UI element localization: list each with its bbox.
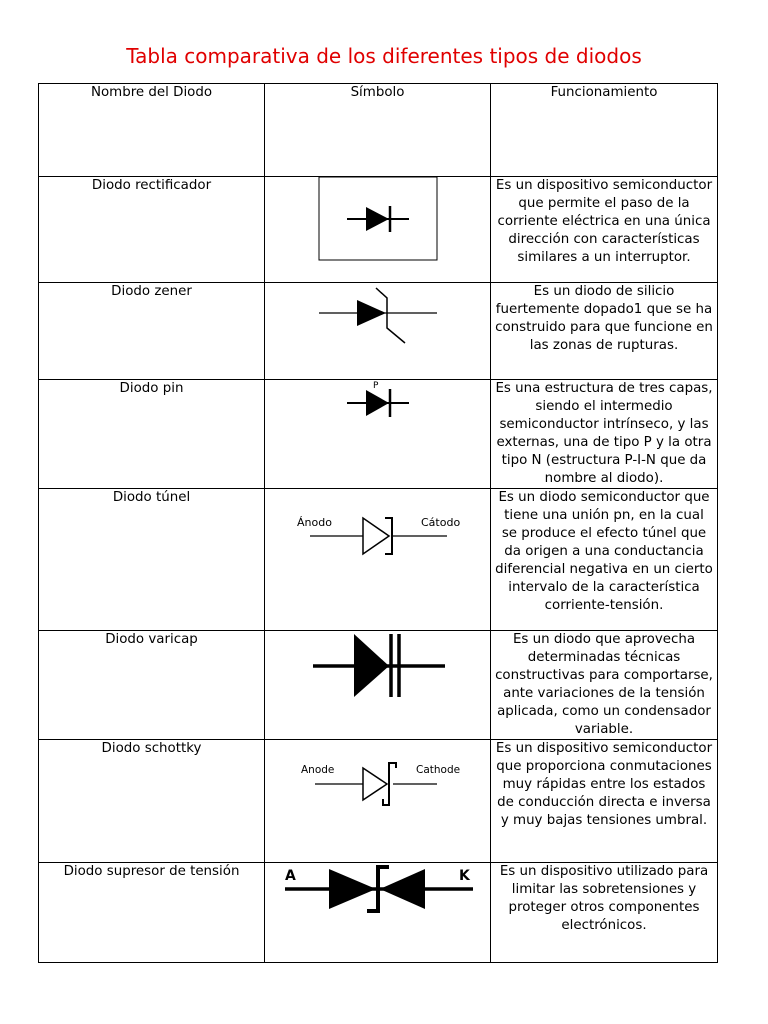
diode-function: Es un diodo que aprovecha determinadas técnicas constructivas para comportarse, ante variaciones de la tensión aplicada, como un condensador variable.: [491, 631, 718, 740]
diode-function: Es un dispositivo semiconductor que proporciona conmutaciones muy rápidas entre los estados de conducción directa e inversa y muy bajas tensiones umbral.: [491, 740, 718, 863]
table-row: [39, 380, 718, 489]
diode-function: Es un dispositivo utilizado para limitar las sobretensiones y proteger otros componentes electrónicos.: [491, 863, 718, 963]
symbol-cell: [265, 740, 491, 863]
page-title: Tabla comparativa de los diferentes tipos de diodos: [126, 44, 642, 68]
cathode-label: Cathode: [416, 764, 461, 776]
table-row: [39, 283, 718, 380]
tunnel-diode-symbol: [265, 489, 491, 631]
varicap-diode-symbol: [265, 631, 491, 737]
diode-name: Diodo pin: [39, 380, 265, 489]
rectifier-diode-symbol: [265, 177, 491, 283]
diode-name: Diodo zener: [39, 283, 265, 380]
anode-label: Ánodo: [297, 516, 332, 529]
diode-function: Es un diodo semiconductor que tiene una unión pn, en la cual se produce el efecto túnel que da origen a una conductancia diferencial negativa en un cierto intervalo de la característica corriente-tensión.: [491, 489, 718, 631]
table-row: [39, 631, 718, 740]
table-row: [39, 177, 718, 283]
diode-function: Es un diodo de silicio fuertemente dopado1 que se ha construido para que funcione en las zonas de rupturas.: [491, 283, 718, 380]
anode-label: Anode: [301, 764, 335, 776]
header-symbol: Símbolo: [265, 84, 491, 177]
symbol-cell: [265, 631, 491, 740]
table-row: [39, 489, 718, 631]
diode-function: Es un dispositivo semiconductor que permite el paso de la corriente eléctrica en una única dirección con características similares a un interruptor.: [491, 177, 718, 283]
cathode-label: K: [459, 868, 470, 884]
table-row: [39, 863, 718, 963]
table-header-row: [39, 84, 718, 177]
diode-name: Diodo túnel: [39, 489, 265, 631]
diode-function: Es una estructura de tres capas, siendo el intermedio semiconductor intrínseco, y las externas, una de tipo P y la otra tipo N (estructura P-I-N que da nombre al diodo).: [491, 380, 718, 489]
zener-diode-symbol: [265, 283, 491, 380]
anode-label: A: [285, 868, 296, 884]
schottky-diode-symbol: [265, 740, 491, 863]
diode-name: Diodo schottky: [39, 740, 265, 863]
header-name: Nombre del Diodo: [39, 84, 265, 177]
symbol-cell: [265, 283, 491, 380]
pin-diode-symbol: [265, 380, 491, 487]
header-function: Funcionamiento: [491, 84, 718, 177]
symbol-cell: [265, 380, 491, 489]
symbol-cell: [265, 489, 491, 631]
symbol-cell: [265, 177, 491, 283]
diode-name: Diodo rectificador: [39, 177, 265, 283]
tvs-diode-symbol: [265, 863, 491, 963]
table-row: [39, 740, 718, 863]
cathode-label: Cátodo: [421, 516, 461, 529]
diode-name: Diodo supresor de tensión: [39, 863, 265, 963]
diode-name: Diodo varicap: [39, 631, 265, 740]
symbol-cell: [265, 863, 491, 963]
pin-label: P: [373, 381, 379, 391]
comparison-table: [38, 83, 718, 963]
